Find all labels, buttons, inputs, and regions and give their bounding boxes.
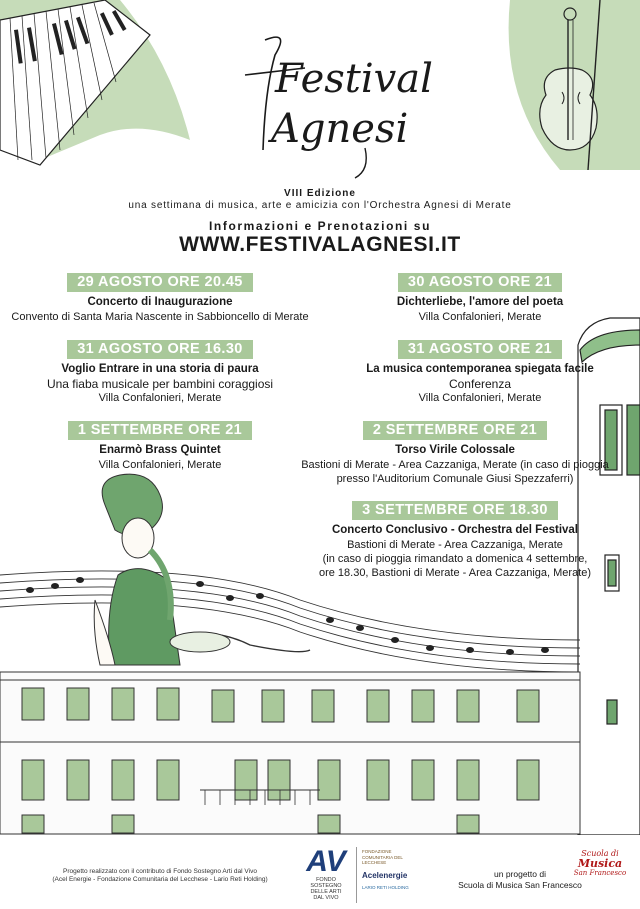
event-card — [0, 273, 320, 324]
event-note: ore 18.30, Bastioni di Merate - Area Cazzaniga, Merate) — [318, 567, 592, 579]
event-card — [270, 501, 640, 580]
av-logo-caption: DELLE ARTI — [310, 889, 342, 895]
footer — [0, 835, 640, 909]
event-venue-alt: presso l'Auditorium Comunale Giusi Spezzaferri) — [336, 473, 574, 485]
event-venue: Convento di Santa Maria Nascente in Sabbioncello di Merate — [11, 311, 309, 323]
sponsor-acel: Acelenergie — [362, 870, 408, 880]
funding-credit-line-1: Progetto realizzato con il contributo di Fondo Sostegno Arti dal Vivo — [63, 868, 257, 875]
logo-text-agnesi: Agnesi — [271, 106, 409, 152]
event-title: Concerto Conclusivo - Orchestra del Festival — [331, 524, 579, 536]
event-card — [0, 340, 320, 405]
buildings-illustration — [0, 672, 580, 834]
sponsor-fondazione: FONDAZIONE COMUNITARIA DEL LECCHESE — [362, 849, 403, 865]
school-logo-line: San Francesco — [573, 869, 627, 877]
event-note: (in caso di pioggia rimandato a domenica 4 settembre, — [322, 553, 588, 565]
av-logo — [300, 847, 352, 907]
event-date: 1 SETTEMBRE ORE 21 — [68, 421, 252, 440]
event-venue: Bastioni di Merate - Area Cazzaniga, Merate (in caso di pioggia — [301, 459, 609, 471]
event-venue: Villa Confalonieri, Merate — [98, 459, 222, 471]
event-date: 31 AGOSTO ORE 21 — [398, 340, 562, 359]
edition-label: VIII Edizione — [284, 188, 356, 199]
event-title: Dichterliebe, l'amore del poeta — [396, 296, 564, 308]
logo-text-festival: Festival — [275, 56, 433, 102]
event-date: 31 AGOSTO ORE 16.30 — [67, 340, 253, 359]
sponsor-lario: LARIO RETI HOLDING — [362, 884, 409, 890]
av-logo-caption: FONDO — [316, 877, 336, 883]
school-logo-line: Musica — [577, 857, 623, 870]
event-title: Torso Virile Colossale — [395, 444, 515, 456]
event-title: Concerto di Inaugurazione — [87, 296, 233, 308]
event-date: 30 AGOSTO ORE 21 — [398, 273, 562, 292]
av-logo-caption: DAL VIVO — [313, 895, 339, 901]
event-venue: Villa Confalonieri, Merate — [98, 392, 222, 404]
event-title: La musica contemporanea spiegata facile — [366, 363, 594, 375]
project-credit — [455, 869, 585, 891]
music-staff-illustration — [0, 571, 580, 672]
event-venue: Villa Confalonieri, Merate — [418, 392, 542, 404]
event-card — [320, 340, 640, 405]
tagline: una settimana di musica, arte e amicizia con l'Orchestra Agnesi di Merate — [128, 200, 512, 211]
funding-credit-line-2: (Acel Energie - Fondazione Comunitaria del Lecchese - Lario Reti Holding) — [52, 876, 268, 883]
event-date: 3 SETTEMBRE ORE 18.30 — [352, 501, 558, 520]
event-subtitle: Una fiaba musicale per bambini coraggiosi — [46, 377, 274, 391]
project-school-name: Scuola di Musica San Francesco — [458, 880, 582, 890]
funding-credit — [40, 868, 280, 884]
divider — [356, 847, 357, 903]
event-subtitle: Conferenza — [448, 377, 512, 391]
school-logo — [572, 849, 628, 878]
av-logo-letters: AV — [306, 845, 346, 878]
av-logo-caption: SOSTEGNO — [310, 883, 342, 889]
sponsor-logos — [362, 849, 422, 890]
event-date: 2 SETTEMBRE ORE 21 — [363, 421, 547, 440]
school-logo-line: Scuola di — [581, 849, 619, 858]
event-venue: Villa Confalonieri, Merate — [418, 311, 542, 323]
event-title: Enarmò Brass Quintet — [99, 444, 221, 456]
event-card — [320, 273, 640, 324]
event-date: 29 AGOSTO ORE 20.45 — [67, 273, 253, 292]
info-label: Informazioni e Prenotazioni su — [208, 219, 432, 233]
event-venue: Bastioni di Merate - Area Cazzaniga, Merate — [347, 539, 563, 551]
event-card — [270, 421, 640, 486]
website-link[interactable]: WWW.FESTIVALAGNESI.IT — [179, 233, 461, 256]
project-label: un progetto di — [494, 869, 546, 879]
event-title: Voglio Entrare in una storia di paura — [61, 363, 259, 375]
